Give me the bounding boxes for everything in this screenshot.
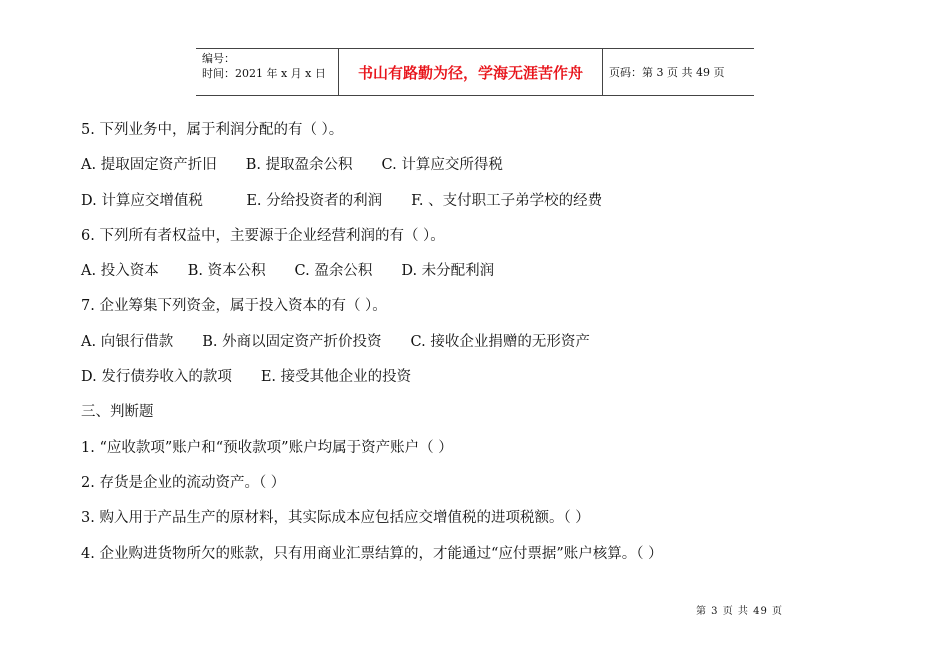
judgment-2: 2. 存货是企业的流动资产。（ ） [81,474,286,491]
question-6: 6. 下列所有者权益中，主要源于企业经营利润的有（ ）。 [81,227,445,244]
judgment-4: 4. 企业购进货物所欠的账款，只有用商业汇票结算的，才能通过“应付票据”账户核算。（ ） [81,545,663,562]
judgment-3: 3. 购入用于产品生产的原材料，其实际成本应包括应交增值税的进项税额。（ ） [81,510,590,527]
header-meta [196,49,339,95]
question-6-options: A. 投入资本 B. 资本公积 C. 盈余公积 D. 未分配利润 [81,263,495,280]
header-page-number: 页码：第 3 页 共 49 页 [609,66,725,79]
header-number: 编号： [202,52,235,65]
question-7-options-2: D. 发行债券收入的款项 E. 接受其他企业的投资 [81,369,412,386]
page-footer: 第 3 页 共 49 页 [696,606,783,617]
question-5-options-1: A. 提取固定资产折旧 B. 提取盈余公积 C. 计算应交所得税 [81,157,503,174]
question-5-options-2: D. 计算应交增值税 E. 分给投资者的利润 F. 、支付职工子弟学校的经费 [81,192,603,209]
page-header [196,48,754,96]
header-date: 时间：2021 年 x 月 x 日 [202,67,326,80]
question-5: 5. 下列业务中，属于利润分配的有（ ）。 [81,122,344,138]
document-body [81,118,881,577]
question-7: 7. 企业筹集下列资金，属于投入资本的有（ ）。 [81,298,387,315]
section-heading: 三、判断题 [81,404,154,421]
question-7-options-1: A. 向银行借款 B. 外商以固定资产折价投资 C. 接收企业捐赠的无形资产 [81,333,590,350]
judgment-1: 1. “应收款项”账户和“预收款项”账户均属于资产账户（ ） [81,439,453,456]
header-motto: 书山有路勤为径，学海无涯苦作舟 [339,49,603,95]
